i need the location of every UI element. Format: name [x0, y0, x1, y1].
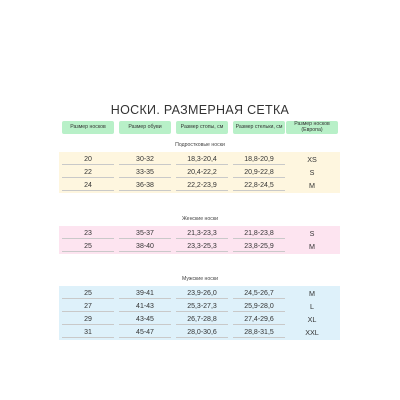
insole-size-cell: 24,5-26,7 [233, 287, 285, 300]
column-header-eu-size: Размер носков (Европа) [286, 121, 338, 134]
table-row [0, 240, 400, 253]
insole-size-cell: 28,8-31,5 [233, 326, 285, 339]
foot-size-cell: 23,3-25,3 [176, 240, 228, 253]
insole-size-cell: 18,8-20,9 [233, 153, 285, 166]
shoe-size-cell: 39-41 [119, 287, 171, 300]
foot-size-cell: 23,9-26,0 [176, 287, 228, 300]
sock-size-cell: 25 [62, 287, 114, 300]
insole-size-cell: 21,8-23,8 [233, 227, 285, 240]
sock-size-cell: 25 [62, 240, 114, 253]
table-row [0, 166, 400, 179]
foot-size-cell: 21,3-23,3 [176, 227, 228, 240]
eu-size-cell: XS [307, 155, 317, 164]
sock-size-cell: 29 [62, 313, 114, 326]
shoe-size-cell: 41-43 [119, 300, 171, 313]
table-row [0, 313, 400, 326]
section-label-men: Мужские носки [181, 276, 219, 282]
table-row [0, 326, 400, 339]
shoe-size-cell: 30-32 [119, 153, 171, 166]
table-row [0, 227, 400, 240]
foot-size-cell: 22,2-23,9 [176, 179, 228, 192]
sock-size-cell: 24 [62, 179, 114, 192]
shoe-size-cell: 43-45 [119, 313, 171, 326]
section-label-teen: Подростковые носки [175, 142, 225, 148]
eu-size-cell: S [309, 168, 315, 177]
insole-size-cell: 23,8-25,9 [233, 240, 285, 253]
shoe-size-cell: 33-35 [119, 166, 171, 179]
page-title: НОСКИ. РАЗМЕРНАЯ СЕТКА [110, 103, 290, 117]
eu-size-cell: XXL [305, 328, 319, 337]
column-header-insole-size: Размер стельки, см [233, 121, 285, 134]
eu-size-cell: XL [307, 315, 317, 324]
shoe-size-cell: 36-38 [119, 179, 171, 192]
column-header-foot-size: Размер стопы, см [176, 121, 228, 134]
table-row [0, 153, 400, 166]
foot-size-cell: 28,0-30,6 [176, 326, 228, 339]
table-row [0, 287, 400, 300]
insole-size-cell: 20,9-22,8 [233, 166, 285, 179]
table-row [0, 300, 400, 313]
foot-size-cell: 20,4-22,2 [176, 166, 228, 179]
sock-size-cell: 20 [62, 153, 114, 166]
foot-size-cell: 18,3-20,4 [176, 153, 228, 166]
insole-size-cell: 25,9-28,0 [233, 300, 285, 313]
eu-size-cell: M [309, 242, 315, 251]
foot-size-cell: 25,3-27,3 [176, 300, 228, 313]
table-row [0, 179, 400, 192]
sock-size-cell: 22 [62, 166, 114, 179]
section-label-women: Женские носки [181, 216, 219, 222]
column-header-sock-size: Размер носков [62, 121, 114, 134]
shoe-size-cell: 35-37 [119, 227, 171, 240]
eu-size-cell: S [309, 229, 315, 238]
sock-size-cell: 23 [62, 227, 114, 240]
insole-size-cell: 22,8-24,5 [233, 179, 285, 192]
insole-size-cell: 27,4-29,6 [233, 313, 285, 326]
eu-size-cell: M [309, 181, 315, 190]
foot-size-cell: 26,7-28,8 [176, 313, 228, 326]
sock-size-cell: 27 [62, 300, 114, 313]
eu-size-cell: M [309, 289, 315, 298]
shoe-size-cell: 38-40 [119, 240, 171, 253]
shoe-size-cell: 45-47 [119, 326, 171, 339]
eu-size-cell: L [310, 302, 314, 311]
column-header-shoe-size: Размер обуви [119, 121, 171, 134]
sock-size-cell: 31 [62, 326, 114, 339]
